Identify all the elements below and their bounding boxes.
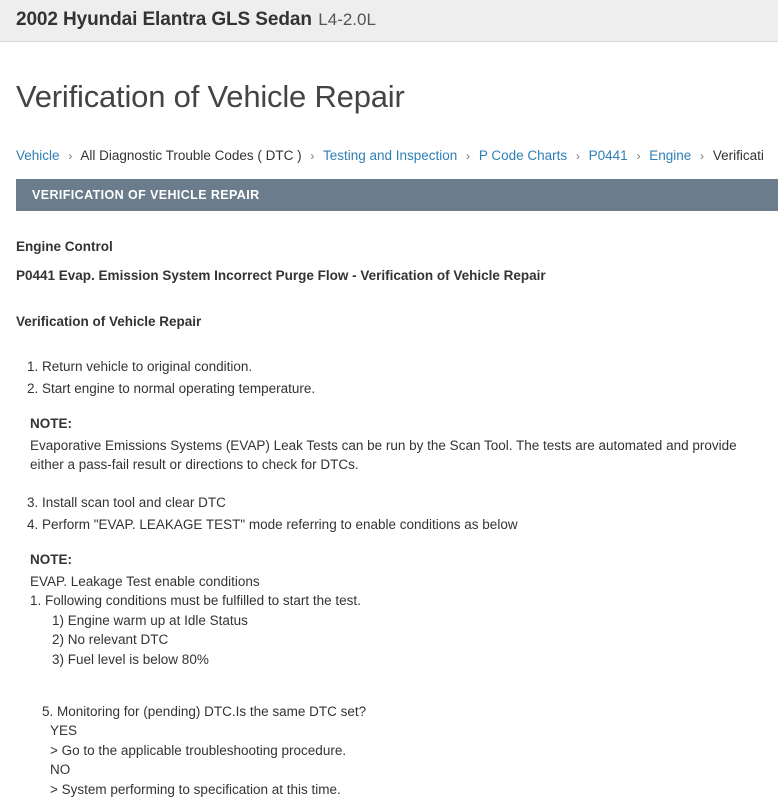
- breadcrumb-item-p-code-charts[interactable]: P Code Charts: [478, 147, 568, 163]
- breadcrumb-item-verification: Verificati: [712, 147, 764, 163]
- vehicle-title: 2002 Hyundai Elantra GLS Sedan: [16, 9, 312, 30]
- breadcrumb-item-vehicle[interactable]: Vehicle: [16, 147, 60, 163]
- list-item: 1. Return vehicle to original condition.: [42, 357, 762, 377]
- list-item: 3. Install scan tool and clear DTC: [42, 493, 762, 513]
- note-line-condition-intro: 1. Following conditions must be fulfilled to start the test.: [30, 593, 361, 609]
- breadcrumb-separator-icon: ›: [310, 148, 315, 163]
- breadcrumb-separator-icon: ›: [700, 148, 705, 163]
- vehicle-info-bar: [0, 0, 778, 42]
- document-body: [0, 211, 778, 800]
- list-item: 4. Perform "EVAP. LEAKAGE TEST" mode referring to enable conditions as below: [42, 515, 762, 535]
- note-line-title: EVAP. Leakage Test enable conditions: [30, 573, 260, 589]
- note-line-condition-3: 3) Fuel level is below 80%: [52, 651, 209, 667]
- breadcrumb-item-testing-and-inspection[interactable]: Testing and Inspection: [322, 147, 458, 163]
- breadcrumb-separator-icon: ›: [575, 148, 580, 163]
- list-item: 2. Start engine to normal operating temperature.: [42, 379, 762, 399]
- note-line-condition-2: 2) No relevant DTC: [52, 632, 169, 648]
- note-text: Evaporative Emissions Systems (EVAP) Leak Tests can be run by the Scan Tool. The tests are automated and provide either a pass-fail result or directions to check for DTCs.: [30, 437, 737, 473]
- system-heading: Engine Control: [16, 238, 113, 254]
- note-block-enable-conditions: [16, 550, 762, 669]
- code-heading: P0441 Evap. Emission System Incorrect Purge Flow - Verification of Vehicle Repair: [16, 268, 546, 284]
- breadcrumb-item-engine[interactable]: Engine: [649, 147, 692, 163]
- final-step-block: [16, 702, 762, 800]
- note-block-leak-tests: [16, 414, 762, 475]
- breadcrumb: [0, 136, 778, 163]
- breadcrumb-separator-icon: ›: [636, 148, 641, 163]
- steps-list-first: [16, 357, 762, 398]
- section-banner: VERIFICATION OF VEHICLE REPAIR: [16, 179, 778, 211]
- final-no-label: NO: [50, 762, 71, 778]
- sub-heading: Verification of Vehicle Repair: [16, 313, 202, 329]
- final-yes-text: > Go to the applicable troubleshooting procedure.: [50, 742, 347, 758]
- final-no-text: > System performing to specification at this time.: [50, 781, 341, 797]
- note-label: NOTE:: [30, 552, 72, 568]
- note-line-condition-1: 1) Engine warm up at Idle Status: [52, 612, 248, 628]
- page-title: Verification of Vehicle Repair: [16, 78, 405, 114]
- breadcrumb-separator-icon: ›: [466, 148, 471, 163]
- breadcrumb-item-all-dtc: All Diagnostic Trouble Codes ( DTC ): [80, 147, 302, 163]
- breadcrumb-item-p0441[interactable]: P0441: [588, 147, 628, 163]
- note-label: NOTE:: [30, 416, 72, 432]
- breadcrumb-separator-icon: ›: [68, 148, 73, 163]
- final-yes-label: YES: [50, 723, 78, 739]
- final-step-question: 5. Monitoring for (pending) DTC.Is the same DTC set?: [42, 703, 367, 719]
- vehicle-engine: L4-2.0L: [318, 10, 376, 29]
- steps-list-second: [16, 493, 762, 534]
